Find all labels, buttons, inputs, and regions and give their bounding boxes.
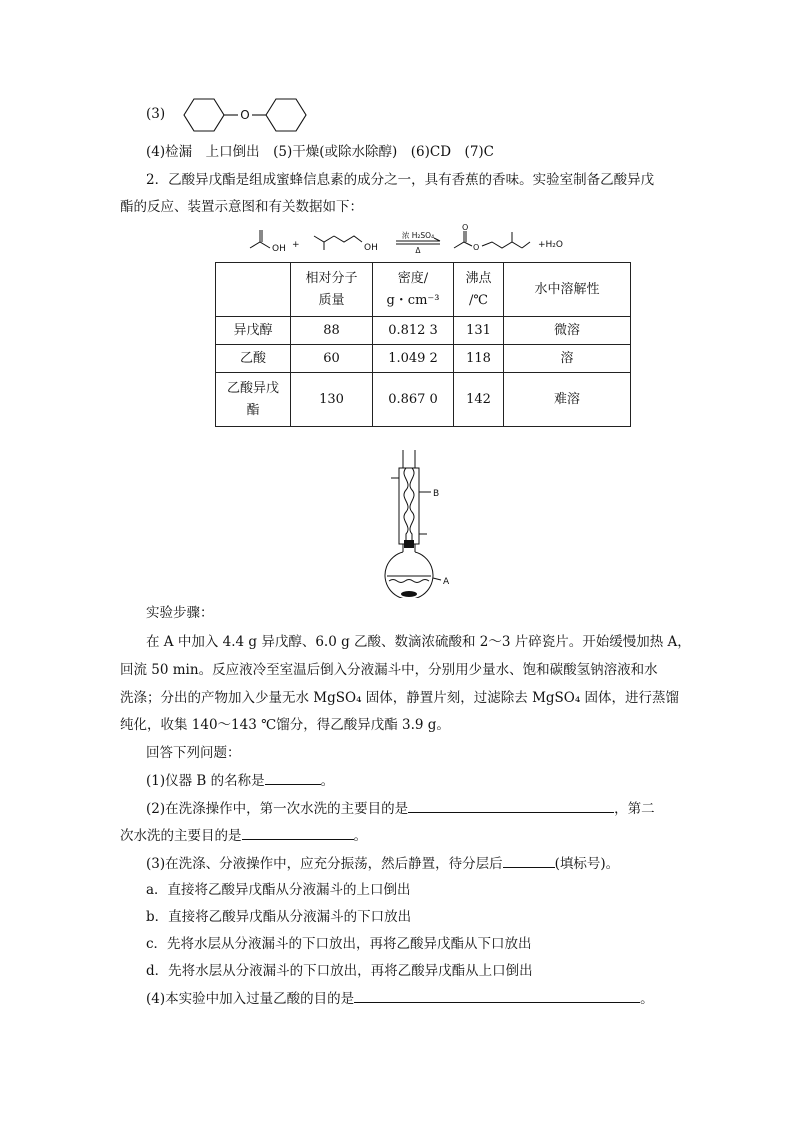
table-row	[216, 373, 631, 427]
question-2-intro	[146, 170, 654, 190]
option-a: a．直接将乙酸异戊酯从分液漏斗的上口倒出	[146, 882, 411, 898]
label-a: A	[443, 577, 450, 587]
row-density: 0.867 0	[373, 373, 454, 427]
label-b: B	[433, 489, 440, 499]
acid-oh-label: OH	[272, 244, 286, 254]
option-b: b．直接将乙酸异戊酯从分液漏斗的下口放出	[146, 909, 412, 925]
intro-line-2: 酯的反应、装置示意图和有关数据如下：	[120, 199, 363, 215]
steps-paragraph-line-1: 在 A 中加入 4.4 g 异戊醇、6.0 g 乙酸、数滴浓硫酸和 2～3 片碎瓷片。开始缓慢加热 A，	[146, 634, 691, 650]
row-mass: 130	[291, 373, 373, 427]
steps-paragraph-line-4: 纯化，收集 140～143 ℃馏分，得乙酸异戊酯 3.9 g。	[120, 717, 450, 733]
steps-heading: 实验步骤：	[146, 605, 214, 621]
row-solubility: 难溶	[504, 373, 631, 427]
questions-heading: 回答下列问题：	[146, 745, 241, 761]
row-mass: 60	[291, 345, 373, 373]
row-density: 0.812 3	[373, 317, 454, 345]
answer-blank-q3[interactable]	[503, 853, 555, 868]
heat-condition: Δ	[415, 246, 421, 255]
header-bp: 沸点 /℃	[454, 263, 504, 317]
question-4: (4)本实验中加入过量乙酸的目的是 。	[146, 988, 654, 1009]
header-density: 密度/ g・cm⁻³	[373, 263, 454, 317]
alcohol-oh-label: OH	[364, 243, 378, 253]
reaction-equation	[248, 222, 578, 256]
answer-4-line: (4)检漏 上口倒出 (5)干燥(或除水除醇) (6)CD (7)C	[146, 144, 495, 160]
row-solubility: 微溶	[504, 317, 631, 345]
table-row	[216, 317, 631, 345]
question-number: 2．	[146, 172, 169, 188]
dicyclohexyl-ether-structure	[172, 94, 322, 136]
row-bp: 142	[454, 373, 504, 427]
table-row	[216, 345, 631, 373]
option-c: c．先将水层从分液漏斗的下口放出，再将乙酸异戊酯从下口放出	[146, 936, 532, 952]
question-2: (2)在洗涤操作中，第一次水洗的主要目的是 ，第二	[146, 798, 655, 819]
row-name: 异戊醇	[216, 317, 291, 345]
steps-paragraph-line-3: 洗涤；分出的产物加入少量无水 MgSO₄ 固体，静置片刻，过滤除去 MgSO₄ 固体，进行蒸馏	[120, 690, 680, 706]
answer-blank-q2a[interactable]	[408, 798, 614, 813]
table-header-row	[216, 263, 631, 317]
ester-carbonyl-o: O	[462, 223, 469, 232]
ester-o-label: O	[473, 243, 480, 252]
answer-blank-q2b[interactable]	[242, 825, 354, 840]
header-blank	[216, 263, 291, 317]
answer-blank-q1[interactable]	[265, 770, 321, 785]
row-mass: 88	[291, 317, 373, 345]
water-product: +H₂O	[538, 240, 564, 250]
option-d: d．先将水层从分液漏斗的下口放出，再将乙酸异戊酯从上口倒出	[146, 963, 533, 979]
row-bp: 118	[454, 345, 504, 373]
row-bp: 131	[454, 317, 504, 345]
header-mass: 相对分子 质量	[291, 263, 373, 317]
row-density: 1.049 2	[373, 345, 454, 373]
answer-blank-q4[interactable]	[354, 988, 640, 1003]
row-name: 乙酸异戊 酯	[216, 373, 291, 427]
plus-sign: +	[292, 240, 300, 250]
properties-table	[215, 262, 631, 427]
row-solubility: 溶	[504, 345, 631, 373]
reflux-apparatus-diagram	[375, 448, 465, 598]
question-3: (3)在洗涤、分液操作中，应充分振荡，然后静置，待分层后 (填标号)。	[146, 853, 619, 874]
answer-3-label: (3)	[146, 106, 166, 122]
catalyst-label: 浓 H₂SO₄	[401, 231, 435, 240]
intro-line-1: 乙酸异戊酯是组成蜜蜂信息素的成分之一，具有香蕉的香味。实验室制备乙酸异戊	[168, 172, 655, 188]
header-solubility: 水中溶解性	[504, 263, 631, 317]
steps-paragraph-line-2: 回流 50 min。反应液冷至室温后倒入分液漏斗中，分别用少量水、饱和碳酸氢钠溶液和水	[120, 662, 658, 678]
question-2-line-2: 次水洗的主要目的是 。	[120, 825, 367, 846]
ether-oxygen-label: O	[240, 108, 250, 122]
question-1: (1)仪器 B 的名称是 。	[146, 770, 334, 791]
row-name: 乙酸	[216, 345, 291, 373]
